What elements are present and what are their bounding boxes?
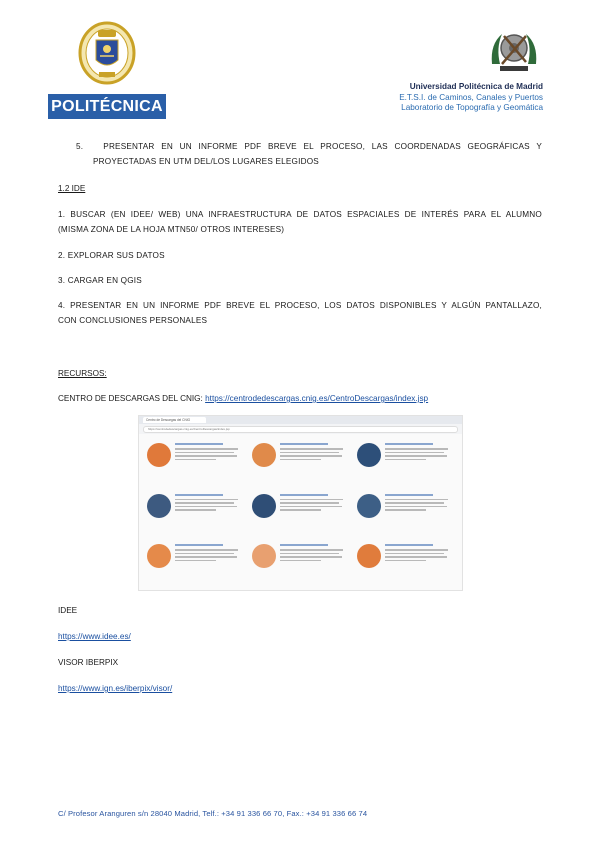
cnig-website-screenshot [138, 415, 463, 591]
category-tile [143, 539, 248, 590]
category-text [385, 441, 454, 486]
download-category-grid [143, 438, 458, 590]
category-tile [353, 489, 458, 540]
ide-paragraph-4 [58, 298, 542, 328]
category-tile [353, 539, 458, 590]
ide-paragraph-4-line2: CON CONCLUSIONES PERSONALES [58, 316, 208, 325]
category-tile [143, 438, 248, 489]
category-icon [252, 494, 276, 518]
category-tile [248, 539, 353, 590]
cnig-label: CENTRO DE DESCARGAS DEL CNIG: [58, 394, 203, 403]
category-icon [147, 544, 171, 568]
category-text [175, 441, 244, 486]
category-text [385, 542, 454, 587]
category-text [280, 542, 349, 587]
ide-paragraph-1-line2: (MISMA ZONA DE LA HOJA MTN50/ OTROS INTERESES) [58, 225, 285, 234]
category-text [280, 441, 349, 486]
category-icon [357, 494, 381, 518]
resources-heading: RECURSOS: [58, 369, 107, 378]
category-icon [252, 443, 276, 467]
ide-paragraph-1-line1: 1. BUSCAR (EN IDEE/ WEB) UNA INFRAESTRUCTURA DE DATOS ESPACIALES DE INTERÉS PARA EL ALUMNO [58, 210, 542, 219]
list-item-text-line1: PRESENTAR EN UN INFORME PDF BREVE EL PROCESO, LAS COORDENADAS GEOGRÁFICAS Y [103, 142, 542, 151]
institution-block [399, 82, 543, 114]
university-wordmark: POLITÉCNICA [48, 94, 166, 119]
browser-address-bar [139, 424, 462, 434]
iberpix-link[interactable]: https://www.ign.es/iberpix/visor/ [58, 684, 173, 693]
section-heading-ide: 1.2 IDE [58, 184, 86, 193]
idee-label: IDEE [58, 606, 78, 615]
list-item-5 [58, 139, 542, 169]
browser-url: https://centrodedescargas.cnig.es/CentroDescargas/index.jsp [143, 426, 458, 433]
category-text [385, 492, 454, 537]
lab-name: Laboratorio de Topografía y Geomática [401, 103, 543, 113]
list-item-number: 5. [76, 142, 84, 151]
category-icon [357, 443, 381, 467]
category-icon [147, 443, 171, 467]
category-icon [357, 544, 381, 568]
cnig-link[interactable]: https://centrodedescargas.cnig.es/CentroDescargas/index.jsp [205, 394, 429, 403]
browser-tab: Centro de Descargas del CNIG [143, 417, 206, 423]
category-text [175, 492, 244, 537]
school-name: E.T.S.I. de Caminos, Canales y Puertos [399, 92, 543, 102]
category-tile [248, 438, 353, 489]
list-item-text-line2: PROYECTADAS EN UTM DEL/LOS LUGARES ELEGIDOS [93, 157, 319, 166]
ide-paragraph-1 [58, 207, 542, 237]
category-icon [252, 544, 276, 568]
category-text [175, 542, 244, 587]
category-tile [248, 489, 353, 540]
browser-tab-strip [139, 416, 462, 424]
university-name: Universidad Politécnica de Madrid [409, 82, 543, 91]
category-icon [147, 494, 171, 518]
category-tile [143, 489, 248, 540]
footer-address: C/ Profesor Aranguren s/n 28040 Madrid, Telf.: +34 91 336 66 70, Fax.: +34 91 336 66 74 [58, 809, 368, 818]
idee-link[interactable]: https://www.idee.es/ [58, 632, 131, 641]
school-emblem-logo [486, 24, 542, 76]
ide-paragraph-3: 3. CARGAR EN QGIS [58, 276, 142, 285]
ide-paragraph-4-line1: 4. PRESENTAR EN UN INFORME PDF BREVE EL PROCESO, LOS DATOS DISPONIBLES Y ALGÚN PANTALLAZO, [58, 301, 542, 310]
ide-paragraph-2: 2. EXPLORAR SUS DATOS [58, 251, 165, 260]
university-crest-logo [76, 20, 138, 90]
cnig-resource [58, 391, 542, 406]
category-tile [353, 438, 458, 489]
category-text [280, 492, 349, 537]
iberpix-label: VISOR IBERPIX [58, 658, 119, 667]
